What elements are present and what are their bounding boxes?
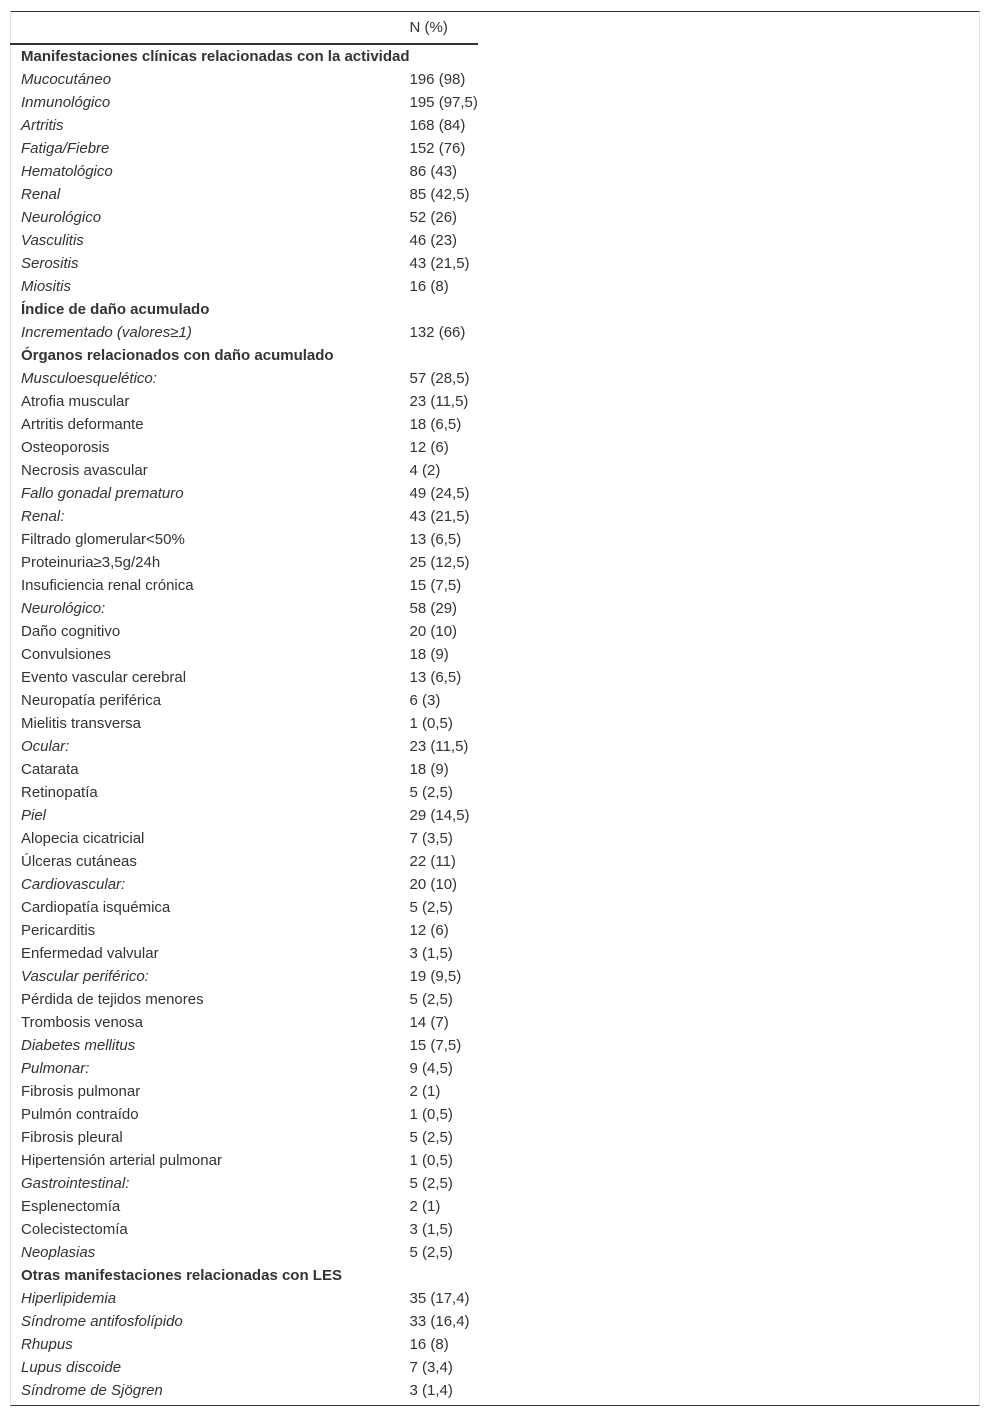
table-row (10, 574, 478, 597)
row-value: 3 (1,5) (409, 945, 453, 962)
row-label: Evento vascular cerebral (21, 669, 187, 686)
row-value: 23 (11,5) (409, 738, 469, 755)
table-row (10, 160, 478, 183)
row-label: Vascular periférico: (21, 968, 149, 985)
data-table (10, 12, 478, 1402)
table-row (10, 482, 478, 505)
row-value: 195 (97,5) (409, 94, 478, 111)
row-value: 18 (9) (409, 646, 449, 663)
row-value: 5 (2,5) (409, 1244, 453, 1261)
table-row (10, 827, 478, 850)
row-value: 46 (23) (409, 232, 458, 249)
table-row (10, 275, 478, 298)
row-value: 196 (98) (409, 71, 466, 88)
row-value: 5 (2,5) (409, 1175, 453, 1192)
row-value: 58 (29) (409, 600, 458, 617)
header-value-column: N (%) (410, 12, 478, 44)
row-value: 2 (1) (409, 1198, 441, 1215)
row-label: Atrofia muscular (21, 393, 130, 410)
table-row (10, 1172, 478, 1195)
row-value: 20 (10) (409, 876, 458, 893)
row-value: 14 (7) (409, 1014, 449, 1031)
table-row (10, 804, 478, 827)
row-value: 152 (76) (409, 140, 466, 157)
table-row (10, 896, 478, 919)
row-label: Úlceras cutáneas (21, 853, 137, 870)
row-value (410, 344, 478, 367)
row-value: 19 (9,5) (409, 968, 462, 985)
row-label: Inmunológico (21, 94, 111, 111)
header-label-column (10, 12, 410, 44)
row-value: 18 (6,5) (409, 416, 462, 433)
table-row (10, 1149, 478, 1172)
row-value: 23 (11,5) (409, 393, 469, 410)
row-value: 18 (9) (409, 761, 449, 778)
row-value: 6 (3) (409, 692, 441, 709)
row-label: Gastrointestinal: (21, 1175, 130, 1192)
row-value: 5 (2,5) (409, 1129, 453, 1146)
table-row (10, 1103, 478, 1126)
table-row (10, 735, 478, 758)
row-value: 15 (7,5) (409, 577, 462, 594)
row-label: Neurológico (21, 209, 102, 226)
row-value: 85 (42,5) (409, 186, 470, 203)
table-row (10, 942, 478, 965)
row-label: Fibrosis pulmonar (21, 1083, 141, 1100)
table-row (10, 436, 478, 459)
row-label: Hipertensión arterial pulmonar (21, 1152, 222, 1169)
table-row (10, 1195, 478, 1218)
table-row (10, 1126, 478, 1149)
row-value: 9 (4,5) (409, 1060, 453, 1077)
row-value: 12 (6) (409, 439, 449, 456)
row-label: Filtrado glomerular<50% (21, 531, 185, 548)
row-label: Artritis (21, 117, 64, 134)
table-row (10, 1356, 478, 1379)
table-row (10, 1287, 478, 1310)
table-row (10, 206, 478, 229)
row-value: 1 (0,5) (409, 1152, 453, 1169)
table-row (10, 252, 478, 275)
row-label: Necrosis avascular (21, 462, 148, 479)
table-header-row (10, 12, 478, 44)
row-value: 15 (7,5) (409, 1037, 462, 1054)
table-row (10, 551, 478, 574)
row-value: 25 (12,5) (409, 554, 470, 571)
row-value: 16 (8) (409, 278, 449, 295)
section-header-row (10, 44, 478, 68)
table-row (10, 505, 478, 528)
row-label: Fallo gonadal prematuro (21, 485, 184, 502)
row-label: Otras manifestaciones relacionadas con LES (21, 1267, 342, 1284)
row-label: Cardiovascular: (21, 876, 126, 893)
section-header-row (10, 1264, 478, 1287)
row-label: Diabetes mellitus (21, 1037, 136, 1054)
row-label: Ocular: (21, 738, 70, 755)
row-value: 5 (2,5) (409, 784, 453, 801)
row-label: Piel (21, 807, 47, 824)
table-row (10, 689, 478, 712)
row-value: 13 (6,5) (409, 669, 462, 686)
table-row (10, 321, 478, 344)
table-row (10, 620, 478, 643)
table-row (10, 1379, 478, 1402)
row-value (410, 1264, 478, 1287)
row-label: Fatiga/Fiebre (21, 140, 110, 157)
row-label: Colecistectomía (21, 1221, 128, 1238)
table-row (10, 597, 478, 620)
row-value: 4 (2) (409, 462, 441, 479)
row-label: Hiperlipidemia (21, 1290, 117, 1307)
table-row (10, 1333, 478, 1356)
table-row (10, 1011, 478, 1034)
row-label: Pérdida de tejidos menores (21, 991, 204, 1008)
row-label: Trombosis venosa (21, 1014, 143, 1031)
row-label: Síndrome de Sjögren (21, 1382, 163, 1399)
row-label: Insuficiencia renal crónica (21, 577, 194, 594)
row-label: Daño cognitivo (21, 623, 121, 640)
row-label: Proteinuria≥3,5g/24h (21, 554, 161, 571)
table-row (10, 1218, 478, 1241)
section-header-row (10, 344, 478, 367)
row-label: Pulmonar: (21, 1060, 90, 1077)
table-row (10, 528, 478, 551)
row-value: 33 (16,4) (409, 1313, 470, 1330)
row-label: Convulsiones (21, 646, 112, 663)
row-label: Enfermedad valvular (21, 945, 159, 962)
section-header-row (10, 298, 478, 321)
row-label: Incrementado (valores≥1) (21, 324, 192, 341)
row-value: 43 (21,5) (409, 255, 470, 272)
row-label: Neuropatía periférica (21, 692, 162, 709)
row-value: 57 (28,5) (409, 370, 470, 387)
row-label: Esplenectomía (21, 1198, 121, 1215)
table-row (10, 965, 478, 988)
row-value: 168 (84) (409, 117, 466, 134)
table-row (10, 643, 478, 666)
table-row (10, 666, 478, 689)
row-label: Pericarditis (21, 922, 96, 939)
row-label: Musculoesquelético: (21, 370, 157, 387)
table-row (10, 712, 478, 735)
row-value: 86 (43) (409, 163, 458, 180)
table-row (10, 1034, 478, 1057)
row-value: 13 (6,5) (409, 531, 462, 548)
row-value: 43 (21,5) (409, 508, 470, 525)
row-value: 52 (26) (409, 209, 458, 226)
table-row (10, 919, 478, 942)
row-label: Rhupus (21, 1336, 73, 1353)
row-label: Alopecia cicatricial (21, 830, 145, 847)
table-row (10, 873, 478, 896)
row-value (410, 298, 478, 321)
table-row (10, 183, 478, 206)
row-value: 132 (66) (409, 324, 466, 341)
row-value: 12 (6) (409, 922, 449, 939)
table-row (10, 390, 478, 413)
table-body (10, 44, 478, 1402)
table-row (10, 413, 478, 436)
row-label: Pulmón contraído (21, 1106, 139, 1123)
row-label: Vasculitis (21, 232, 84, 249)
row-label: Mielitis transversa (21, 715, 142, 732)
row-label: Miositis (21, 278, 72, 295)
table-row (10, 1057, 478, 1080)
row-value: 1 (0,5) (409, 715, 453, 732)
table-row (10, 1310, 478, 1333)
table-row (10, 91, 478, 114)
table-row (10, 1241, 478, 1264)
row-value: 1 (0,5) (409, 1106, 453, 1123)
row-label: Lupus discoide (21, 1359, 122, 1376)
table-row (10, 758, 478, 781)
row-label: Catarata (21, 761, 79, 778)
row-label: Hematológico (21, 163, 113, 180)
row-label: Síndrome antifosfolípido (21, 1313, 183, 1330)
row-label: Índice de daño acumulado (21, 301, 210, 318)
row-value: 7 (3,4) (409, 1359, 453, 1376)
row-label: Mucocutáneo (21, 71, 112, 88)
row-value: 22 (11) (409, 853, 456, 870)
table-row (10, 1080, 478, 1103)
table-row (10, 459, 478, 482)
row-value: 3 (1,4) (409, 1382, 453, 1399)
row-value: 20 (10) (409, 623, 458, 640)
table-row (10, 114, 478, 137)
row-value: 3 (1,5) (409, 1221, 453, 1238)
row-label: Renal: (21, 508, 65, 525)
table-row (10, 988, 478, 1011)
row-value: 49 (24,5) (409, 485, 470, 502)
table-row (10, 781, 478, 804)
row-value: 5 (2,5) (409, 899, 453, 916)
table-row (10, 229, 478, 252)
row-value: 2 (1) (409, 1083, 441, 1100)
row-label: Osteoporosis (21, 439, 110, 456)
row-label: Manifestaciones clínicas relacionadas con la actividad (21, 48, 410, 65)
row-value: 16 (8) (409, 1336, 449, 1353)
row-value: 7 (3,5) (409, 830, 453, 847)
table-row (10, 850, 478, 873)
row-label: Fibrosis pleural (21, 1129, 123, 1146)
row-label: Órganos relacionados con daño acumulado (21, 347, 334, 364)
row-value (410, 44, 478, 68)
table-row (10, 367, 478, 390)
row-value: 29 (14,5) (409, 807, 470, 824)
row-label: Neoplasias (21, 1244, 96, 1261)
row-value: 5 (2,5) (409, 991, 453, 1008)
row-label: Cardiopatía isquémica (21, 899, 171, 916)
row-label: Artritis deformante (21, 416, 144, 433)
row-label: Serositis (21, 255, 79, 272)
row-label: Renal (21, 186, 61, 203)
row-label: Neurológico: (21, 600, 106, 617)
row-value: 35 (17,4) (409, 1290, 470, 1307)
table-row (10, 137, 478, 160)
row-label: Retinopatía (21, 784, 98, 801)
table-row (10, 68, 478, 91)
